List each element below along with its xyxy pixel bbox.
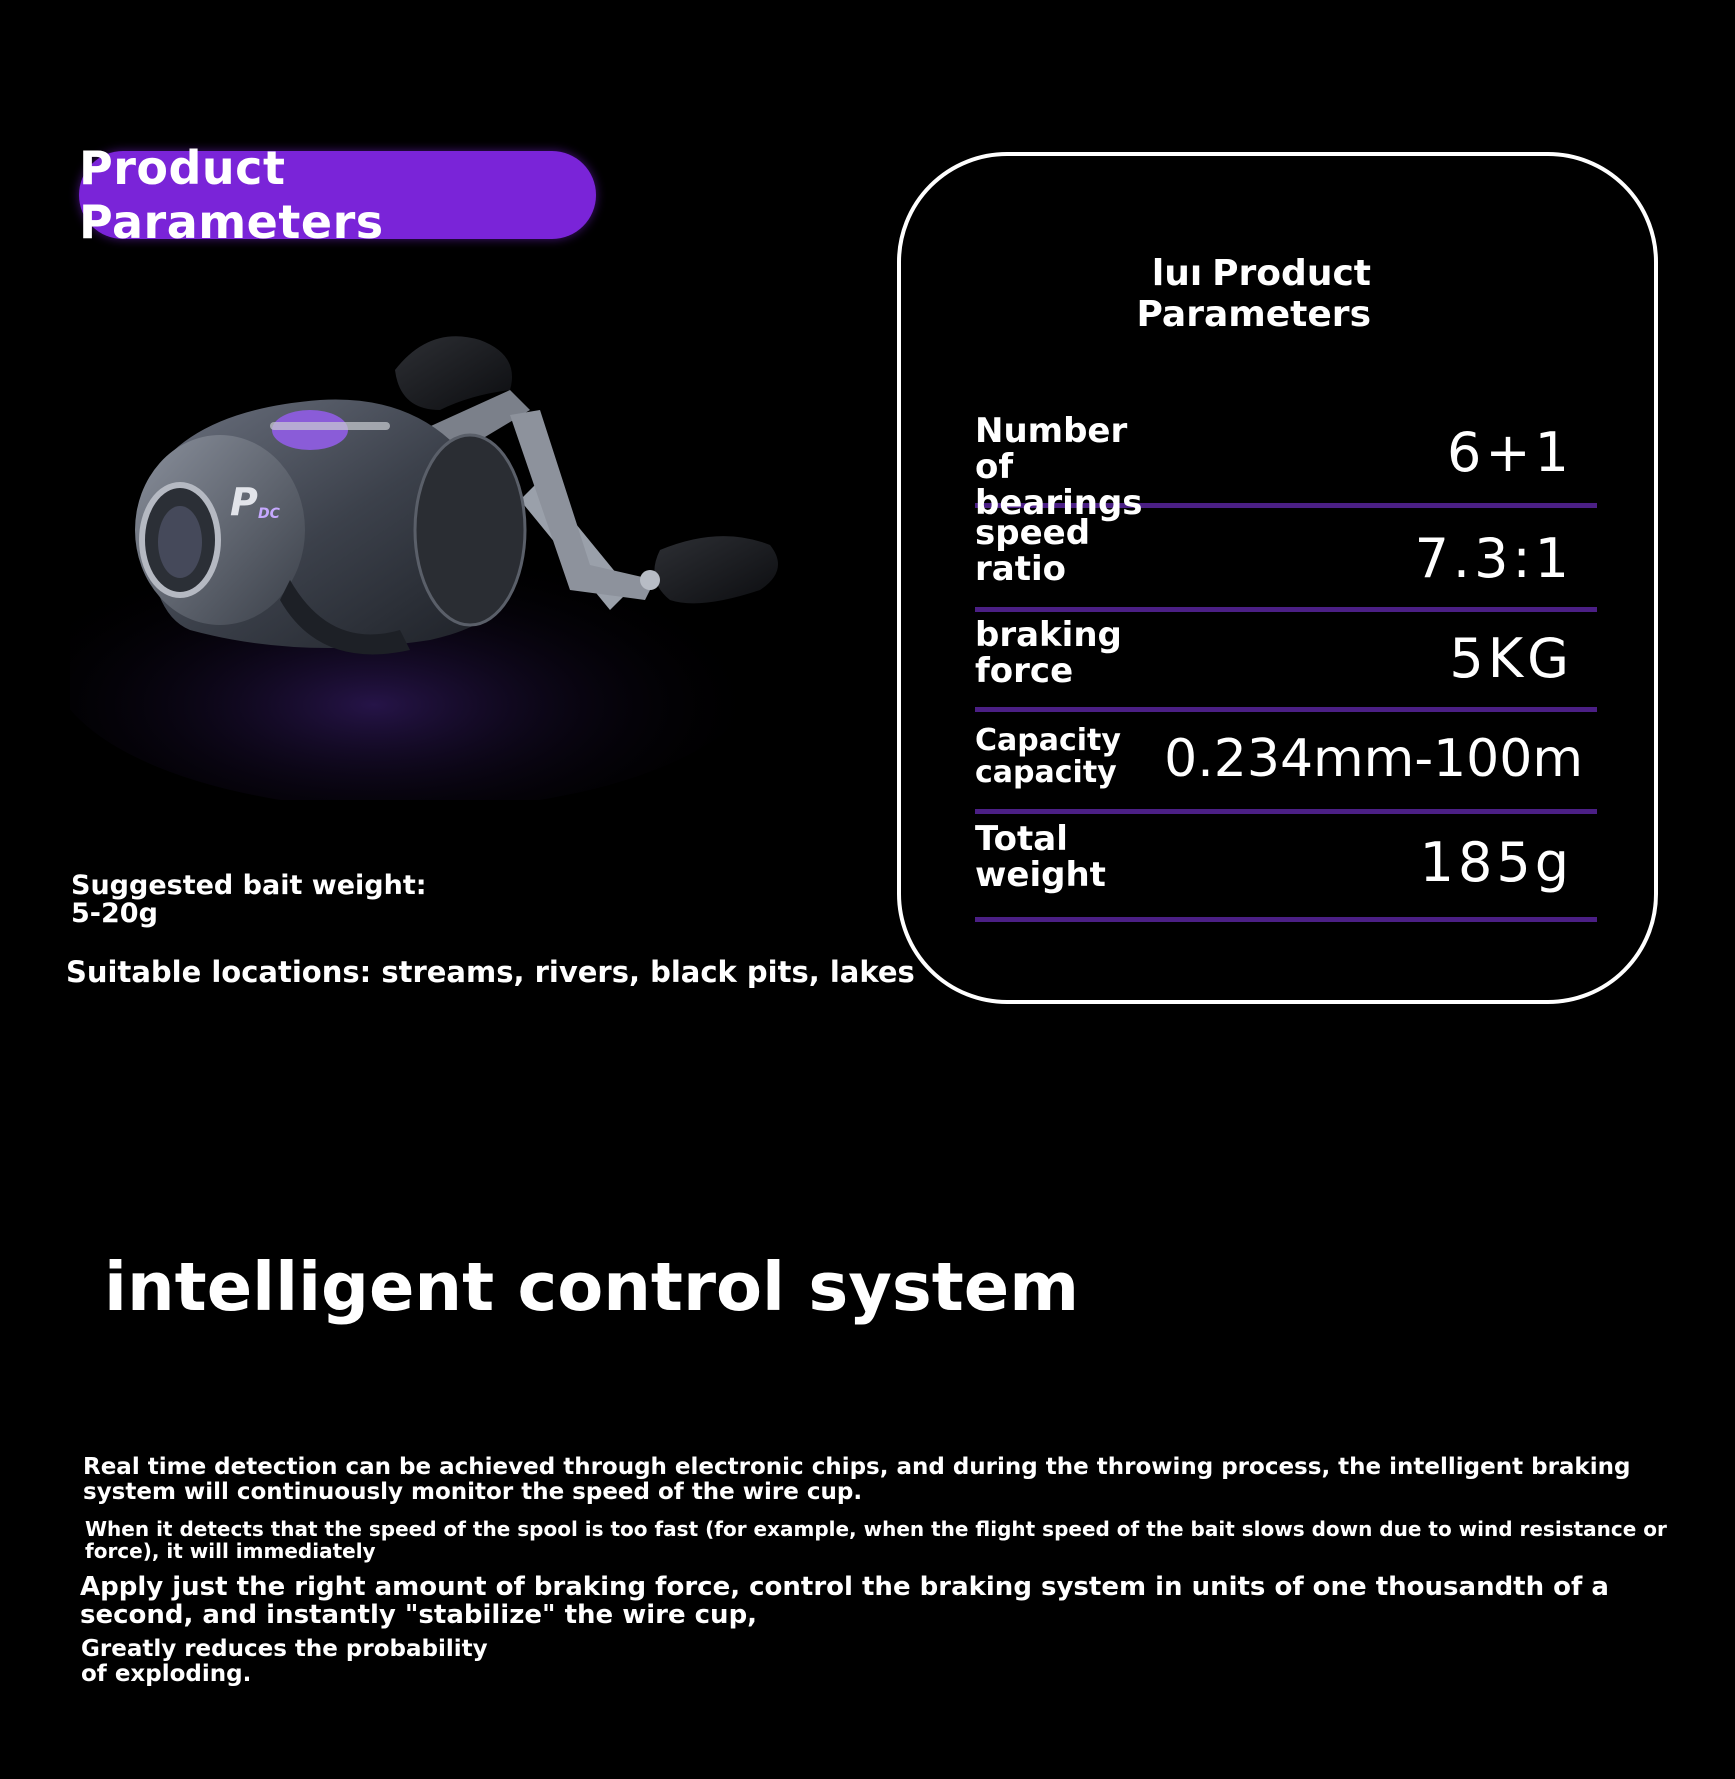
spec-label: speed ratio	[975, 513, 1091, 589]
section-heading: intelligent control system	[104, 1248, 1080, 1326]
spec-value: 7.3:1	[1414, 527, 1573, 590]
spec-label: Capacity capacity	[975, 723, 1121, 790]
product-parameters-badge: Product Parameters	[79, 151, 596, 239]
suitable-locations-note: Suitable locations: streams, rivers, black pits, lakes	[66, 955, 915, 989]
spec-row-bearings	[975, 409, 1597, 523]
spec-value: 185g	[1419, 831, 1573, 894]
spec-value: 0.234mm-100m	[1164, 729, 1583, 789]
baitcasting-reel-image	[70, 330, 850, 800]
bait-weight-note: Suggested bait weight: 5-20g	[71, 870, 427, 929]
spec-card-title-text: Product Parameters	[1136, 253, 1371, 335]
spec-card-title-prefix: luı	[1151, 253, 1203, 294]
description-paragraph: Apply just the right amount of braking force, control the braking system in units of one thousandth of a second, and instantly "stabilize" the wire cup,	[80, 1572, 1609, 1630]
spec-row-braking-force	[975, 617, 1597, 712]
reel-logo-sub: DC	[258, 506, 280, 522]
spec-card-title	[1071, 253, 1371, 335]
reel-logo: P	[230, 480, 258, 524]
spec-card	[897, 152, 1658, 1004]
spec-label: braking force	[975, 615, 1122, 691]
spec-label: Number of bearings	[975, 411, 1143, 523]
spec-value: 6+1	[1447, 421, 1573, 484]
spec-label: Total weight	[975, 819, 1106, 895]
spec-row-capacity	[975, 717, 1597, 814]
spec-row-total-weight	[975, 819, 1597, 922]
spec-value: 5KG	[1449, 627, 1573, 690]
description-paragraph: Greatly reduces the probability of exploding.	[81, 1636, 488, 1687]
description-paragraph: Real time detection can be achieved through electronic chips, and during the throwing process, the intelligent braking system will continuously monitor the speed of the wire cup.	[83, 1454, 1631, 1505]
spec-row-speed-ratio	[975, 513, 1597, 612]
description-paragraph: When it detects that the speed of the spool is too fast (for example, when the flight speed of the bait slows down due to wind resistance or force), it will immediately	[85, 1517, 1667, 1563]
